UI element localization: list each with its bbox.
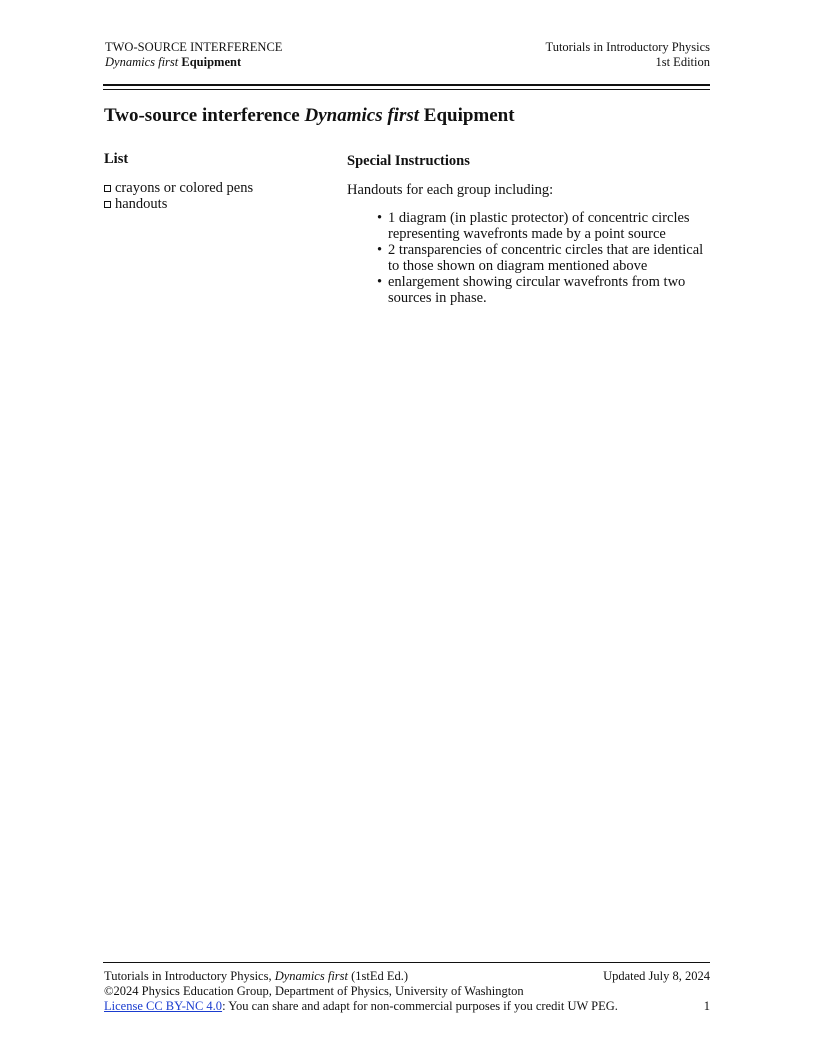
header-section-title: TWO-SOURCE INTERFERENCE — [105, 40, 283, 54]
equipment-list — [104, 180, 334, 212]
list-item — [104, 196, 334, 212]
bullet-item — [378, 274, 712, 306]
bullet-line: to those shown on diagram mentioned above — [388, 258, 648, 274]
license-text: : You can share and adapt for non-commercial purposes if you credit UW PEG. — [222, 999, 618, 1013]
footer-citation-suffix: (1stEd Ed.) — [351, 969, 409, 983]
bullet-item — [378, 242, 712, 274]
title-part1: Two-source interference — [104, 105, 300, 126]
footer-copyright: ©2024 Physics Education Group, Department of Physics, University of Washington — [104, 984, 524, 998]
header-edition: 1st Edition — [655, 55, 710, 69]
bullet-line: 1 diagram (in plastic protector) of concentric circles — [388, 210, 690, 226]
instructions-bullet-list — [347, 210, 712, 306]
bullet-line: enlargement showing circular wavefronts from two — [388, 274, 686, 290]
list-item-label: crayons or colored pens — [115, 180, 254, 196]
page-number: 1 — [703, 999, 710, 1013]
bullet-icon: • — [377, 210, 383, 226]
header-book-title: Tutorials in Introductory Physics — [545, 40, 710, 54]
bullet-icon: • — [377, 242, 383, 258]
list-heading: List — [104, 151, 129, 167]
bullet-line: 2 transparencies of concentric circles that are identical — [388, 242, 704, 258]
list-item — [104, 180, 334, 196]
bullet-icon: • — [377, 274, 383, 290]
title-italic: Dynamics first — [304, 105, 420, 126]
checkbox-icon — [104, 201, 111, 208]
bullet-line: sources in phase. — [388, 290, 487, 306]
license-link[interactable]: License CC BY-NC 4.0 — [104, 999, 223, 1013]
footer-citation-italic: Dynamics first — [274, 969, 348, 983]
header-subtitle-italic: Dynamics first — [105, 55, 179, 69]
equipment-list-section — [104, 151, 334, 212]
header-right — [450, 40, 710, 70]
header-subtitle — [105, 55, 445, 70]
footer-citation-prefix: Tutorials in Introductory Physics, — [104, 969, 272, 983]
footer-citation — [104, 969, 408, 983]
footer-row-1 — [104, 969, 710, 984]
page-title — [104, 104, 710, 128]
footer-row-2 — [104, 984, 710, 999]
title-part3: Equipment — [423, 105, 515, 126]
list-item-label: handouts — [115, 196, 168, 212]
header-rule — [103, 84, 710, 90]
special-instructions-heading: Special Instructions — [347, 153, 470, 169]
footer-updated-date: Updated July 8, 2024 — [603, 969, 710, 983]
footer-rule — [103, 962, 710, 963]
header-left — [105, 40, 445, 70]
footer-row-3 — [104, 999, 710, 1014]
checkbox-icon — [104, 185, 111, 192]
page-footer — [104, 969, 710, 1014]
bullet-item — [378, 210, 712, 242]
bullet-line: representing wavefronts made by a point source — [388, 226, 666, 242]
header-subtitle-bold: Equipment — [181, 55, 242, 69]
special-instructions-section — [347, 153, 712, 306]
special-instructions-intro: Handouts for each group including: — [347, 182, 554, 198]
